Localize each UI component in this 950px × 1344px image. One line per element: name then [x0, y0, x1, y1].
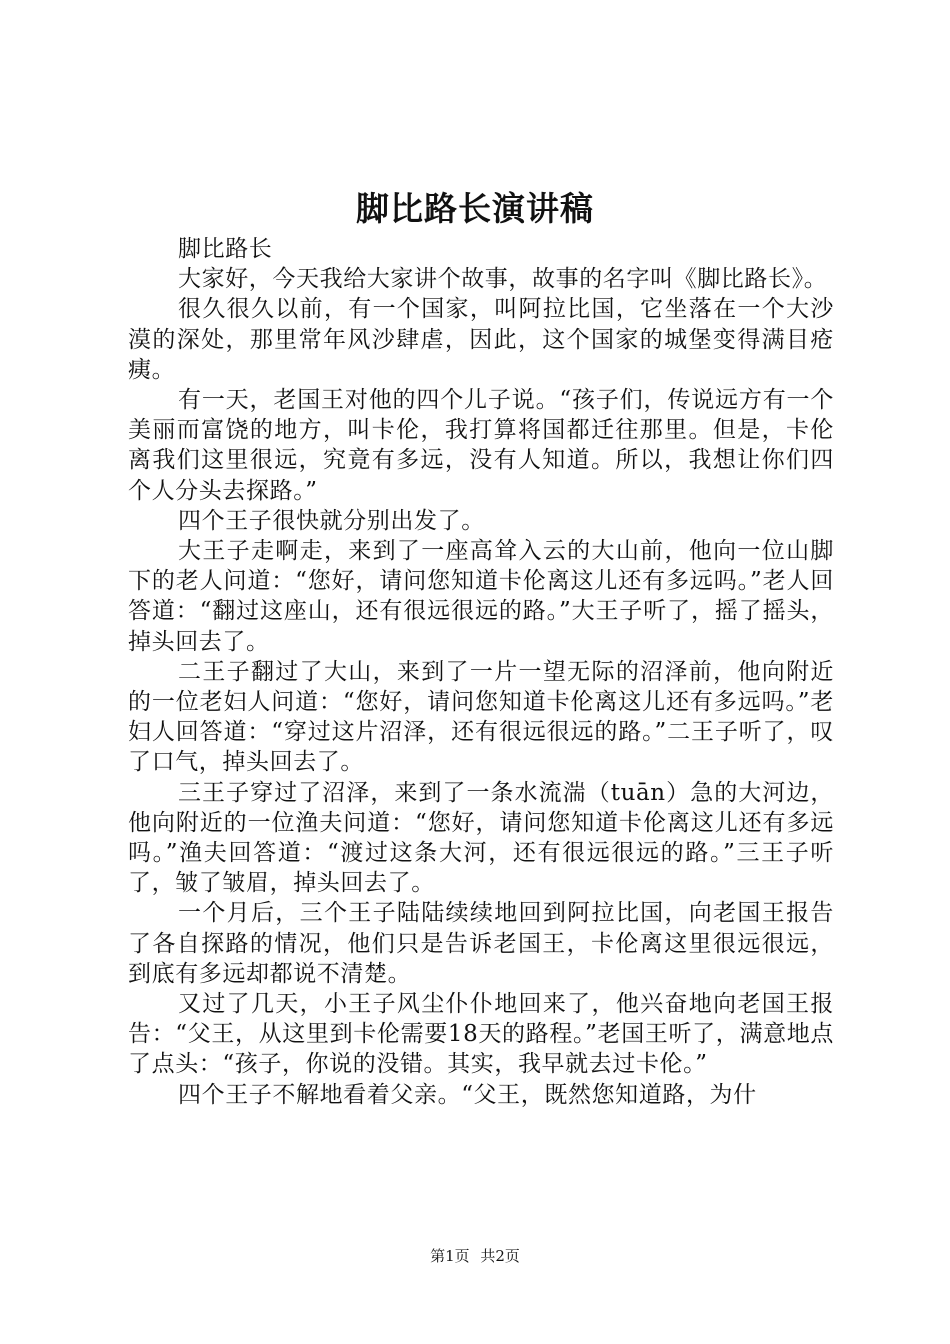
paragraph: 大王子走啊走，来到了一座高耸入云的大山前，他向一位山脚下的老人问道：“您好，请问您知道卡伦离这儿还有多远吗。”老人回答道：“翻过这座山，还有很远很远的路。”大王子听了，摇了摇头，掉头回去了。: [128, 538, 834, 655]
paragraph: 三王子穿过了沼泽，来到了一条水流湍（tuān）急的大河边，他向附近的一位渔夫问道：“您好，请问您知道卡伦离这儿还有多远吗。”渔夫回答道：“渡过这条大河，还有很远很远的路。”三王子听了，皱了皱眉，掉头回去了。: [128, 779, 834, 897]
paragraph: 有一天，老国王对他的四个儿子说。“孩子们，传说远方有一个美丽而富饶的地方，叫卡伦，我打算将国都迁往那里。但是，卡伦离我们这里很远，究竟有多远，没有人知道。所以，我想让你们四个人分头去探路。”: [128, 387, 834, 504]
page-footer: [0, 1246, 950, 1266]
paragraph-subtitle: 脚比路长: [178, 236, 273, 262]
paragraph: 四个王子很快就分别出发了。: [178, 507, 485, 534]
document-title: 脚比路长演讲稿: [356, 189, 594, 228]
paragraph: 大家好，今天我给大家讲个故事，故事的名字叫《脚比路长》。: [178, 266, 828, 293]
paragraph: 一个月后，三个王子陆陆续续地回到阿拉比国，向老国王报告了各自探路的情况，他们只是告诉老国王，卡伦离这里很远很远，到底有多远却都说不清楚。: [128, 900, 834, 987]
paragraph: 四个王子不解地看着父亲。“父王，既然您知道路，为什: [178, 1081, 757, 1108]
paragraph: 又过了几天，小王子风尘仆仆地回来了，他兴奋地向老国王报告：“父王，从这里到卡伦需要18天的路程。”老国王听了，满意地点了点头：“孩子，你说的没错。其实，我早就去过卡伦。”: [128, 991, 834, 1078]
page-number: 第1页: [430, 1247, 470, 1265]
document-body: [128, 234, 834, 1110]
page-total: 共2页: [480, 1247, 520, 1265]
paragraph: 很久很久以前，有一个国家，叫阿拉比国，它坐落在一个大沙漠的深处，那里常年风沙肆虐，因此，这个国家的城堡变得满目疮痍。: [128, 296, 834, 383]
paragraph: 二王子翻过了大山，来到了一片一望无际的沼泽前，他向附近的一位老妇人问道：“您好，请问您知道卡伦离这儿还有多远吗。”老妇人回答道：“穿过这片沼泽，还有很远很远的路。”二王子听了，叹了口气，掉头回去了。: [128, 658, 834, 776]
